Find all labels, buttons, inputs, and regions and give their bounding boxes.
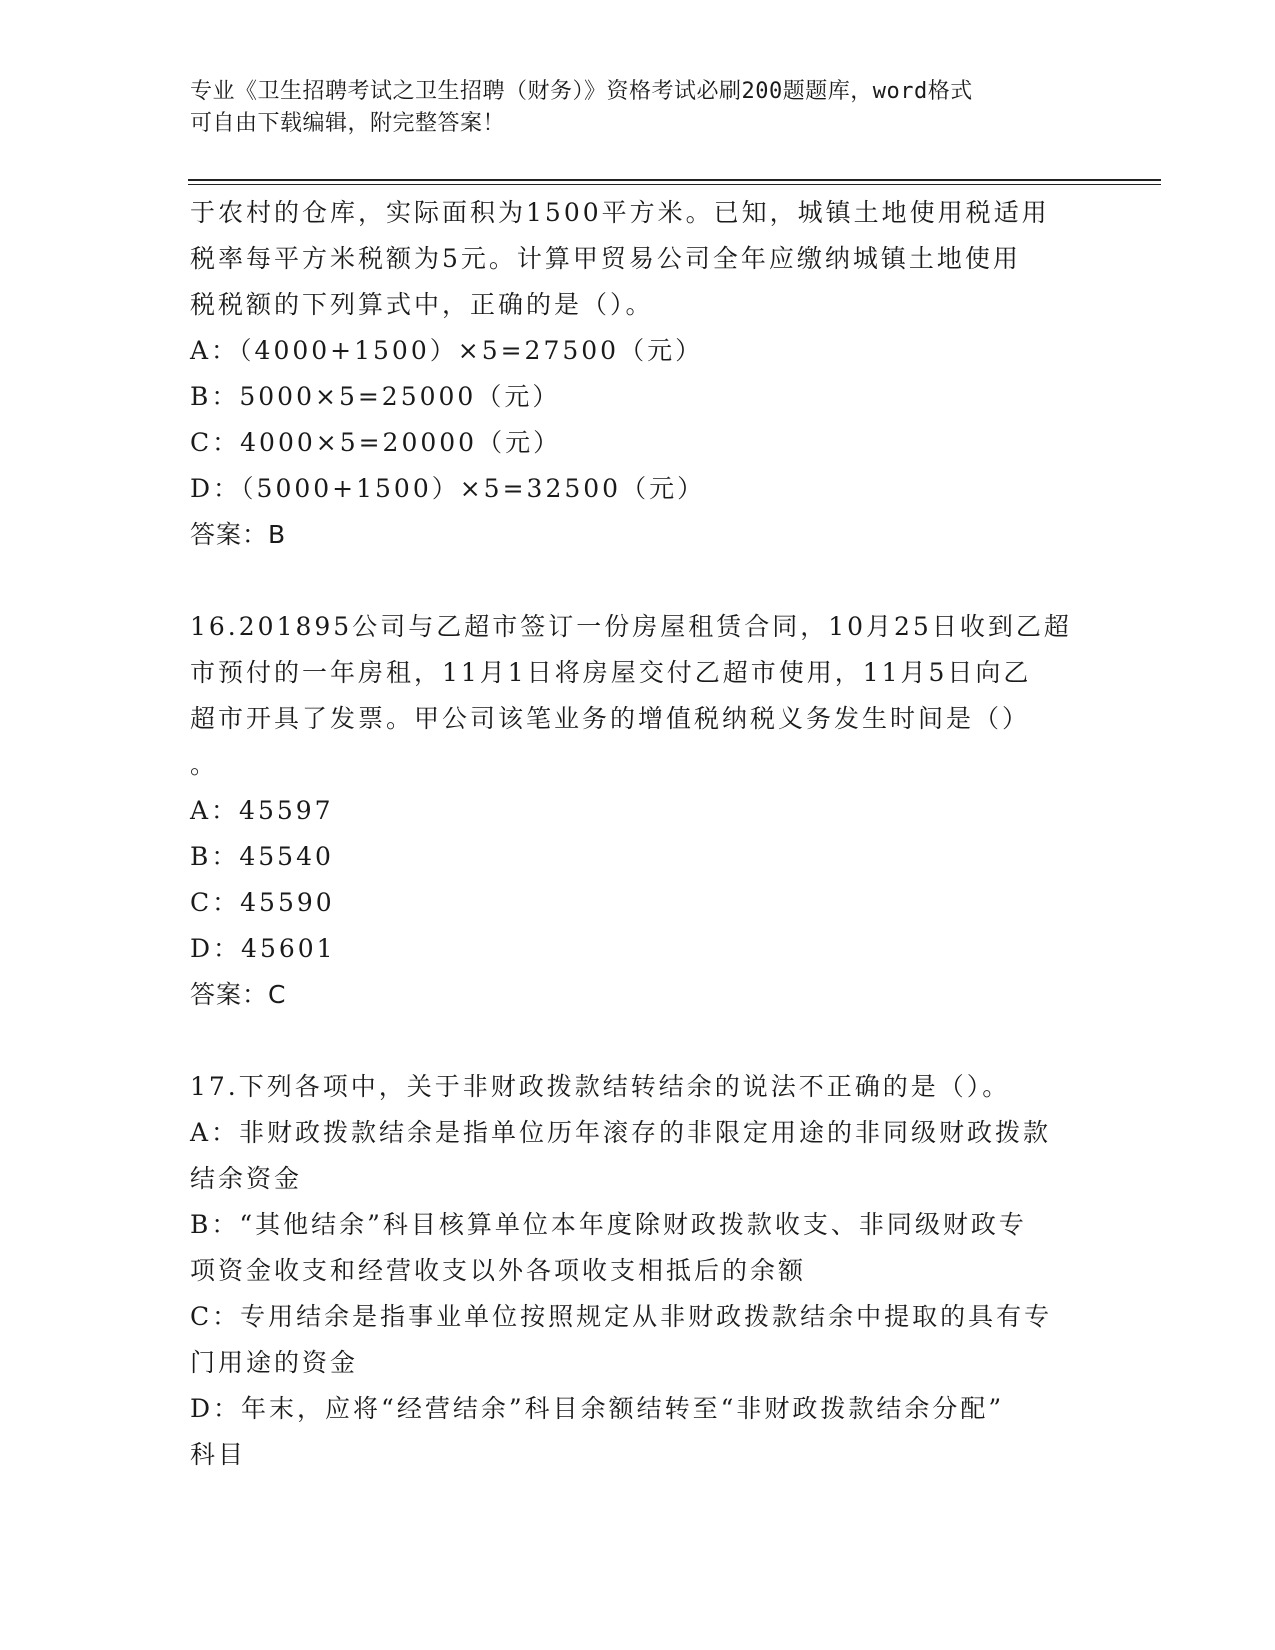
option-b: B：45540 <box>190 842 334 871</box>
option-c: C：45590 <box>190 888 335 917</box>
option-a: A：45597 <box>190 796 334 825</box>
header-title-line-2: 可自由下载编辑，附完整答案！ <box>190 111 506 136</box>
header-title-line-1: 专业《卫生招聘考试之卫生招聘（财务）》资格考试必刷200题题库，word格式 <box>190 79 973 104</box>
option-b-continued: 项资金收支和经营收支以外各项收支相抵后的余额 <box>190 1256 807 1285</box>
option-c: C：4000×5=20000（元） <box>190 428 562 457</box>
option-a: A：（4000+1500）×5=27500（元） <box>190 336 704 365</box>
question-stem-line: 17.下列各项中，关于非财政拨款结转结余的说法不正确的是（）。 <box>190 1072 1011 1101</box>
question-stem-line: 16.201895公司与乙超市签订一份房屋租赁合同，10月25日收到乙超 <box>190 612 1072 641</box>
question-stem-line: 于农村的仓库，实际面积为1500平方米。已知，城镇土地使用税适用 <box>190 198 1050 227</box>
question-stem-line: 税税额的下列算式中，正确的是（）。 <box>190 290 654 319</box>
option-b: B：5000×5=25000（元） <box>190 382 561 411</box>
question-stem-line: 超市开具了发票。甲公司该笔业务的增值税纳税义务发生时间是（） <box>190 704 1031 733</box>
spacer <box>190 558 1090 604</box>
spacer <box>190 1018 1090 1064</box>
option-c: C：专用结余是指事业单位按照规定从非财政拨款结余中提取的具有专 <box>190 1302 1053 1331</box>
option-a: A：非财政拨款结余是指单位历年滚存的非限定用途的非同级财政拨款 <box>190 1118 1052 1147</box>
question-15 <box>190 190 1090 558</box>
option-d: D：45601 <box>190 934 336 963</box>
question-17 <box>190 1064 1090 1478</box>
document-body <box>190 190 1090 1478</box>
option-a-continued: 结余资金 <box>190 1164 303 1193</box>
option-d: D：（5000+1500）×5=32500（元） <box>190 474 706 503</box>
question-16 <box>190 604 1090 1018</box>
question-stem-line: 市预付的一年房租，11月1日将房屋交付乙超市使用，11月5日向乙 <box>190 658 1032 687</box>
option-c-continued: 门用途的资金 <box>190 1348 359 1377</box>
header-rule-top <box>188 179 1161 181</box>
option-d: D：年末，应将“经营结余”科目余额结转至“非财政拨款结余分配” <box>190 1394 1005 1423</box>
header-rule-bottom <box>188 184 1161 185</box>
question-stem-line: 税率每平方米税额为5元。计算甲贸易公司全年应缴纳城镇土地使用 <box>190 244 1021 273</box>
option-d-continued: 科目 <box>190 1440 247 1469</box>
document-header <box>190 76 1090 140</box>
answer-line: 答案：C <box>190 980 287 1009</box>
option-b: B：“其他结余”科目核算单位本年度除财政拨款收支、非同级财政专 <box>190 1210 1027 1239</box>
answer-line: 答案：B <box>190 520 287 549</box>
question-stem-line: 。 <box>190 750 219 779</box>
